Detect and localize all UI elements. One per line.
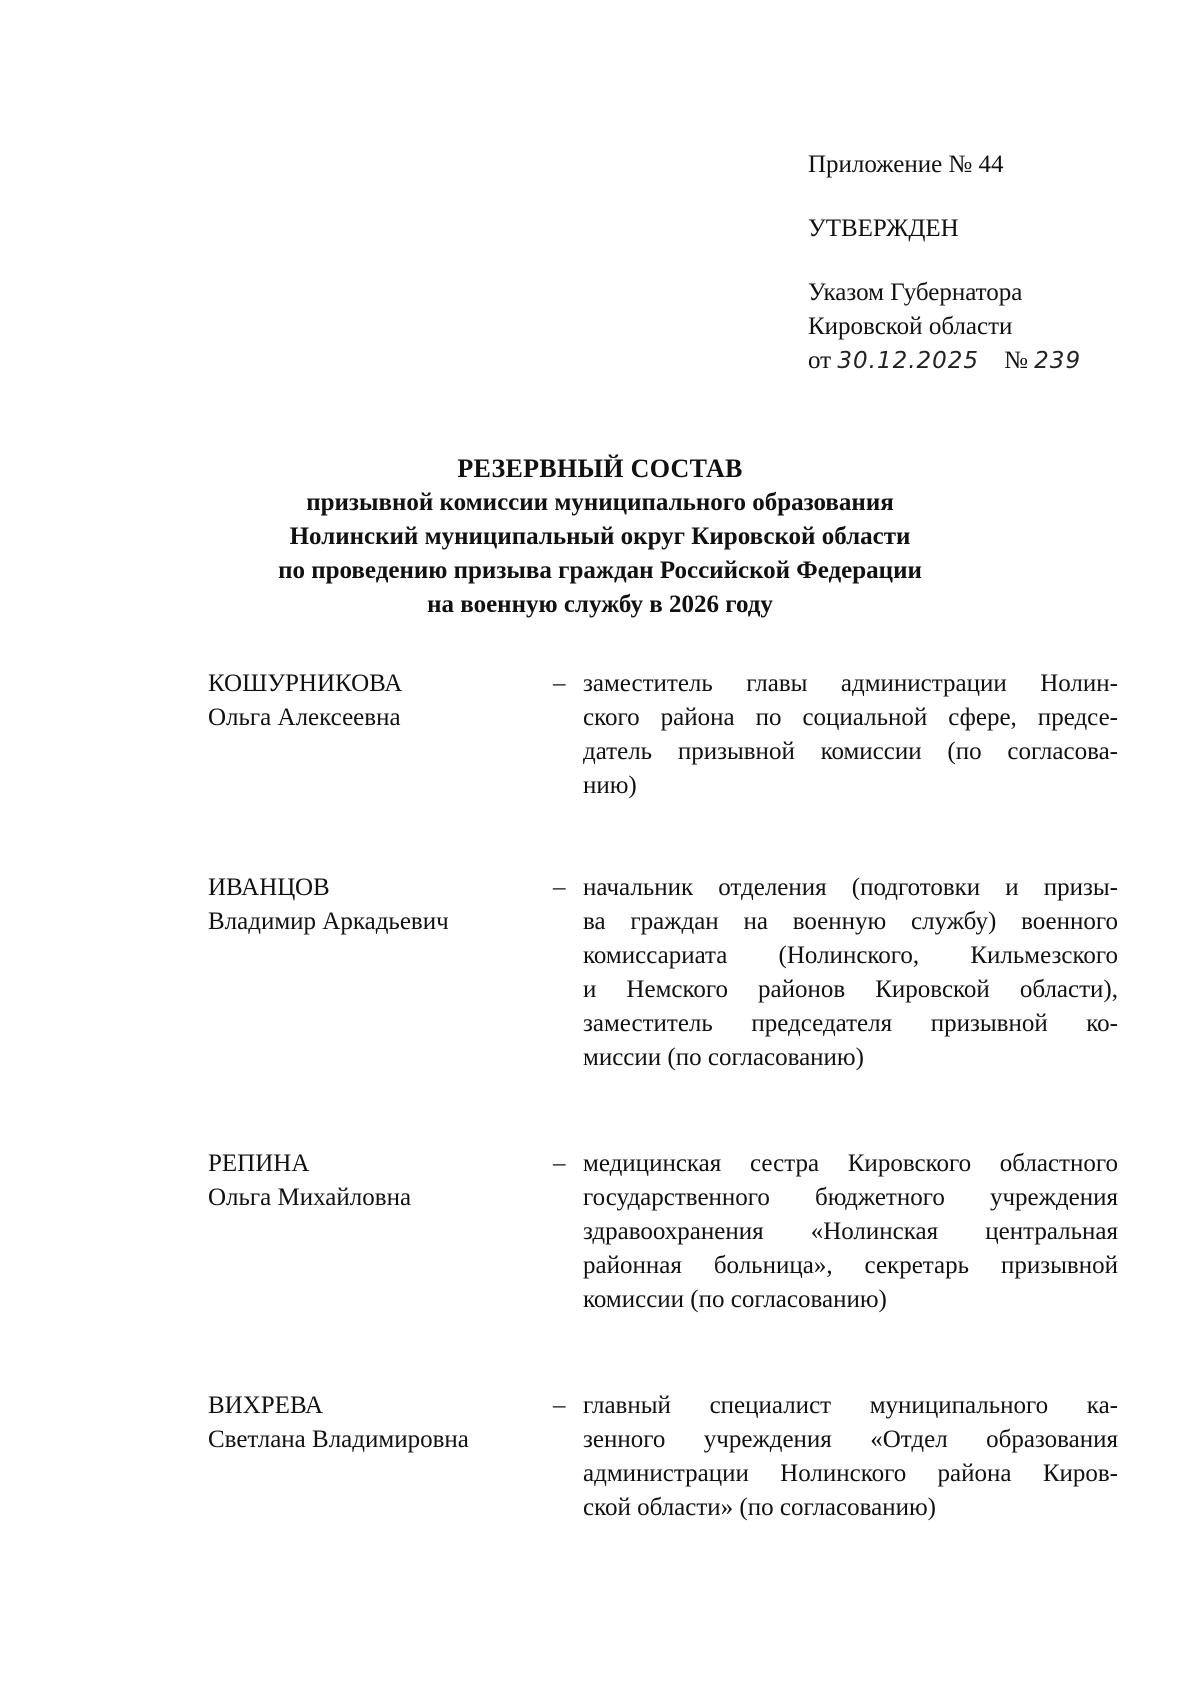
role-line: и Немского районов Кировской области), xyxy=(583,976,1118,1003)
date-prefix: от xyxy=(808,347,832,374)
title-main: РЕЗЕРВНЫЙ СОСТАВ xyxy=(457,454,743,483)
member-given-names: Ольга Михайловна xyxy=(208,1184,412,1211)
member-entry xyxy=(208,871,1128,1075)
role-line: ва граждан на военную службу) военного xyxy=(583,908,1118,935)
title-line-2: Нолинский муниципальный округ Кировской области xyxy=(289,523,911,550)
role-line: здравоохранения «Нолинская центральная xyxy=(583,1218,1118,1245)
member-surname: ВИХРЕВА xyxy=(208,1392,324,1419)
member-given-names: Ольга Алексеевна xyxy=(208,704,401,731)
member-surname: КОШУРНИКОВА xyxy=(208,670,403,697)
appendix-number: Приложение № 44 xyxy=(808,151,1004,178)
member-entry xyxy=(208,1389,1128,1525)
role-line: заместитель главы администрации Нолин- xyxy=(583,670,1118,697)
member-role xyxy=(583,1147,1118,1317)
document-title xyxy=(150,452,1050,622)
member-name xyxy=(208,667,553,803)
role-line: главный специалист муниципального ка- xyxy=(583,1392,1118,1419)
handwritten-number: 239 xyxy=(1034,348,1082,374)
approved-label: УТВЕРЖДЕН xyxy=(808,215,959,242)
decree-line-1: Указом Губернатора xyxy=(808,279,1023,306)
role-line: комиссариата (Нолинского, Кильмезского xyxy=(583,942,1118,969)
member-given-names: Светлана Владимировна xyxy=(208,1426,469,1453)
decree-date-line xyxy=(808,344,1148,378)
number-prefix: № xyxy=(1004,347,1028,374)
role-line: медицинская сестра Кировского областного xyxy=(583,1150,1118,1177)
title-line-3: по проведению призыва граждан Российской Федерации xyxy=(278,557,922,584)
dash: – xyxy=(553,670,566,697)
member-name xyxy=(208,871,553,1075)
member-entry xyxy=(208,1147,1128,1317)
role-line: датель призывной комиссии (по согласова- xyxy=(583,738,1118,765)
member-name xyxy=(208,1389,553,1525)
role-line: нию) xyxy=(583,772,637,799)
dash: – xyxy=(553,874,566,901)
members-list xyxy=(208,667,1128,1525)
role-line: зенного учреждения «Отдел образования xyxy=(583,1426,1118,1453)
member-role xyxy=(583,667,1118,803)
role-line: миссии (по согласованию) xyxy=(583,1044,864,1071)
dash: – xyxy=(553,1392,566,1419)
member-given-names: Владимир Аркадьевич xyxy=(208,908,449,935)
dash: – xyxy=(553,1150,566,1177)
role-line: комиссии (по согласованию) xyxy=(583,1286,887,1313)
member-surname: РЕПИНА xyxy=(208,1150,310,1177)
appendix-header xyxy=(808,148,1148,378)
decree-line-2: Кировской области xyxy=(808,313,1013,340)
role-line: ской области» (по согласованию) xyxy=(583,1494,936,1521)
title-line-4: на военную службу в 2026 году xyxy=(427,591,773,618)
role-line: районная больница», секретарь призывной xyxy=(583,1252,1118,1279)
member-surname: ИВАНЦОВ xyxy=(208,874,330,901)
member-role xyxy=(583,871,1118,1075)
title-line-1: призывной комиссии муниципального образования xyxy=(306,489,894,516)
role-line: начальник отделения (подготовки и призы- xyxy=(583,874,1118,901)
member-role xyxy=(583,1389,1118,1525)
member-name xyxy=(208,1147,553,1317)
role-line: заместитель председателя призывной ко- xyxy=(583,1010,1118,1037)
handwritten-date: 30.12.2025 xyxy=(837,348,980,374)
member-entry xyxy=(208,667,1128,803)
role-line: администрации Нолинского района Киров- xyxy=(583,1460,1118,1487)
role-line: ского района по социальной сфере, предсе- xyxy=(583,704,1118,731)
role-line: государственного бюджетного учреждения xyxy=(583,1184,1118,1211)
